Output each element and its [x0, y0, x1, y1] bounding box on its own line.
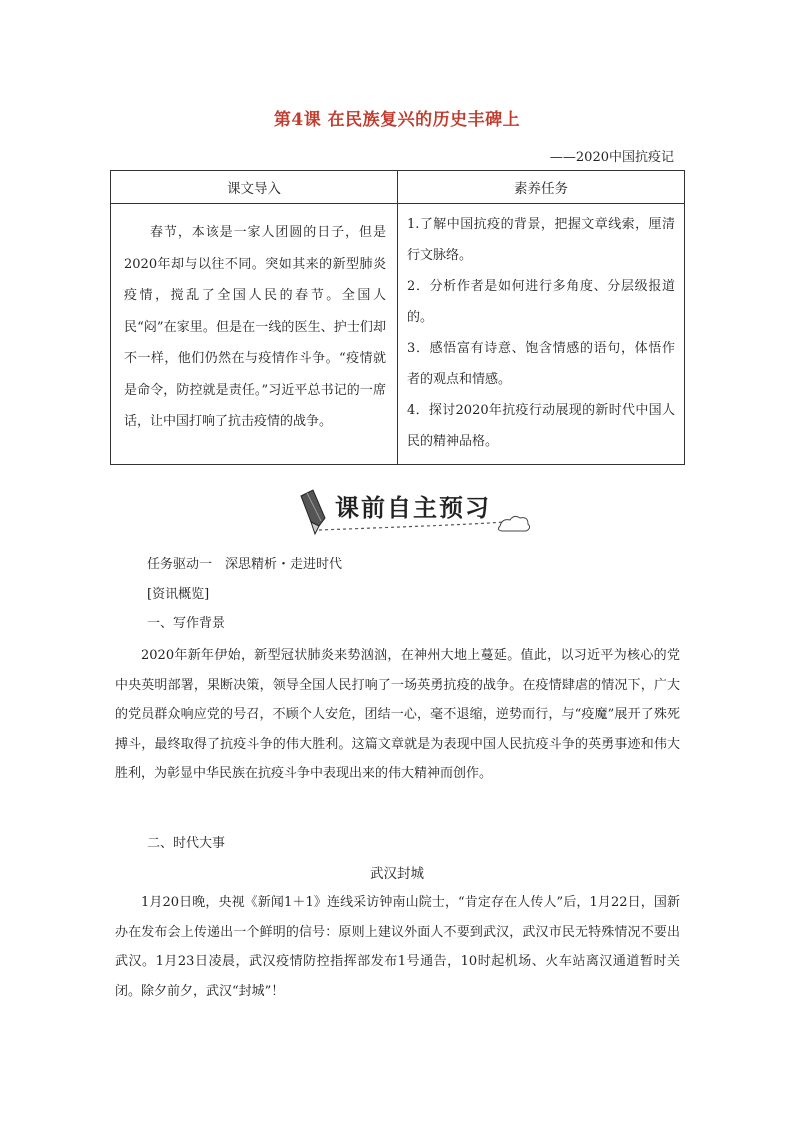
section1-paragraph: 2020年新年伊始，新型冠状肺炎来势汹汹，在神州大地上蔓延。值此，以习近平为核心的党中央英明部署，果断决策，领导全国人民打响了一场英勇抗疫的战争。在疫情肆虐的情况下，广大的党员群众响应党的号召，不顾个人安危，团结一心，毫不退缩，逆势而行，与“疫魔”展开了殊死搏斗，最终取得了抗疫斗争的伟大胜利。这篇文章就是为表现中国人民抗疫斗争的英勇事迹和伟大胜利，为彰显中华民族在抗疫斗争中表现出来的伟大精神而创作。: [115, 648, 680, 781]
page-title: 第4课 在民族复兴的历史丰碑上: [273, 110, 521, 130]
task-list: [399, 205, 683, 463]
intro-text: 春节，本该是一家人团圆的日子，但是2020年却与以往不同。突如其来的新型肺炎疫情，搅乱了全国人民的春节。全国人民“闷”在家里。但是在一线的医生、护士们却不一样，他们仍然在与疫情作斗争。“疫情就是命令，防控就是责任。”习近平总书记的一席话，让中国打响了抗击疫情的战争。: [124, 225, 386, 429]
table-header-tasks: 素养任务: [398, 171, 685, 204]
section1-heading: 一、写作背景: [147, 616, 226, 631]
section-banner: [295, 488, 540, 538]
section1-body: [115, 641, 680, 789]
task-item: 3．感悟富有诗意、饱含情感的语句，体悟作者的观点和情感。: [407, 341, 675, 387]
task-item: 4．探讨2020年抗疫行动展现的新时代中国人民的精神品格。: [407, 403, 675, 449]
intro-table: [110, 170, 685, 465]
section2-paragraph: 1月20日晚，央视《新闻1＋1》连线采访钟南山院士，“肯定存在人传人”后，1月22日，国新办在发布会上传递出一个鲜明的信号：原则上建议外面人不要到武汉，武汉市民无特殊情况不要出武汉。1月23日凌晨，武汉疫情防控指挥部发布1号通告，10时起机场、火车站离汉通道暂时关闭。除夕前夕，武汉“封城”！: [115, 895, 680, 999]
task-driver: 任务驱动一 深思精析・走进时代: [147, 557, 343, 572]
section2-body: [115, 888, 680, 1006]
table-header-intro: 课文导入: [111, 171, 398, 204]
tasks-cell: [398, 204, 685, 465]
banner-title: 课前自主预习: [335, 493, 491, 522]
cloud-icon: [498, 516, 529, 531]
intro-cell: [111, 204, 398, 465]
task-item: 1.了解中国抗疫的背景，把握文章线索，厘清行文脉络。: [407, 217, 675, 263]
pencil-icon: [301, 490, 325, 534]
event-title: 武汉封城: [370, 866, 424, 882]
section2-heading: 二、时代大事: [147, 836, 226, 851]
info-overview: [资讯概览]: [147, 587, 210, 602]
page-subtitle: ——2020中国抗疫记: [549, 150, 674, 165]
table-header-row: [111, 171, 685, 204]
task-item: 2．分析作者是如何进行多角度、分层级报道的。: [407, 279, 675, 325]
table-body-row: [111, 204, 685, 465]
